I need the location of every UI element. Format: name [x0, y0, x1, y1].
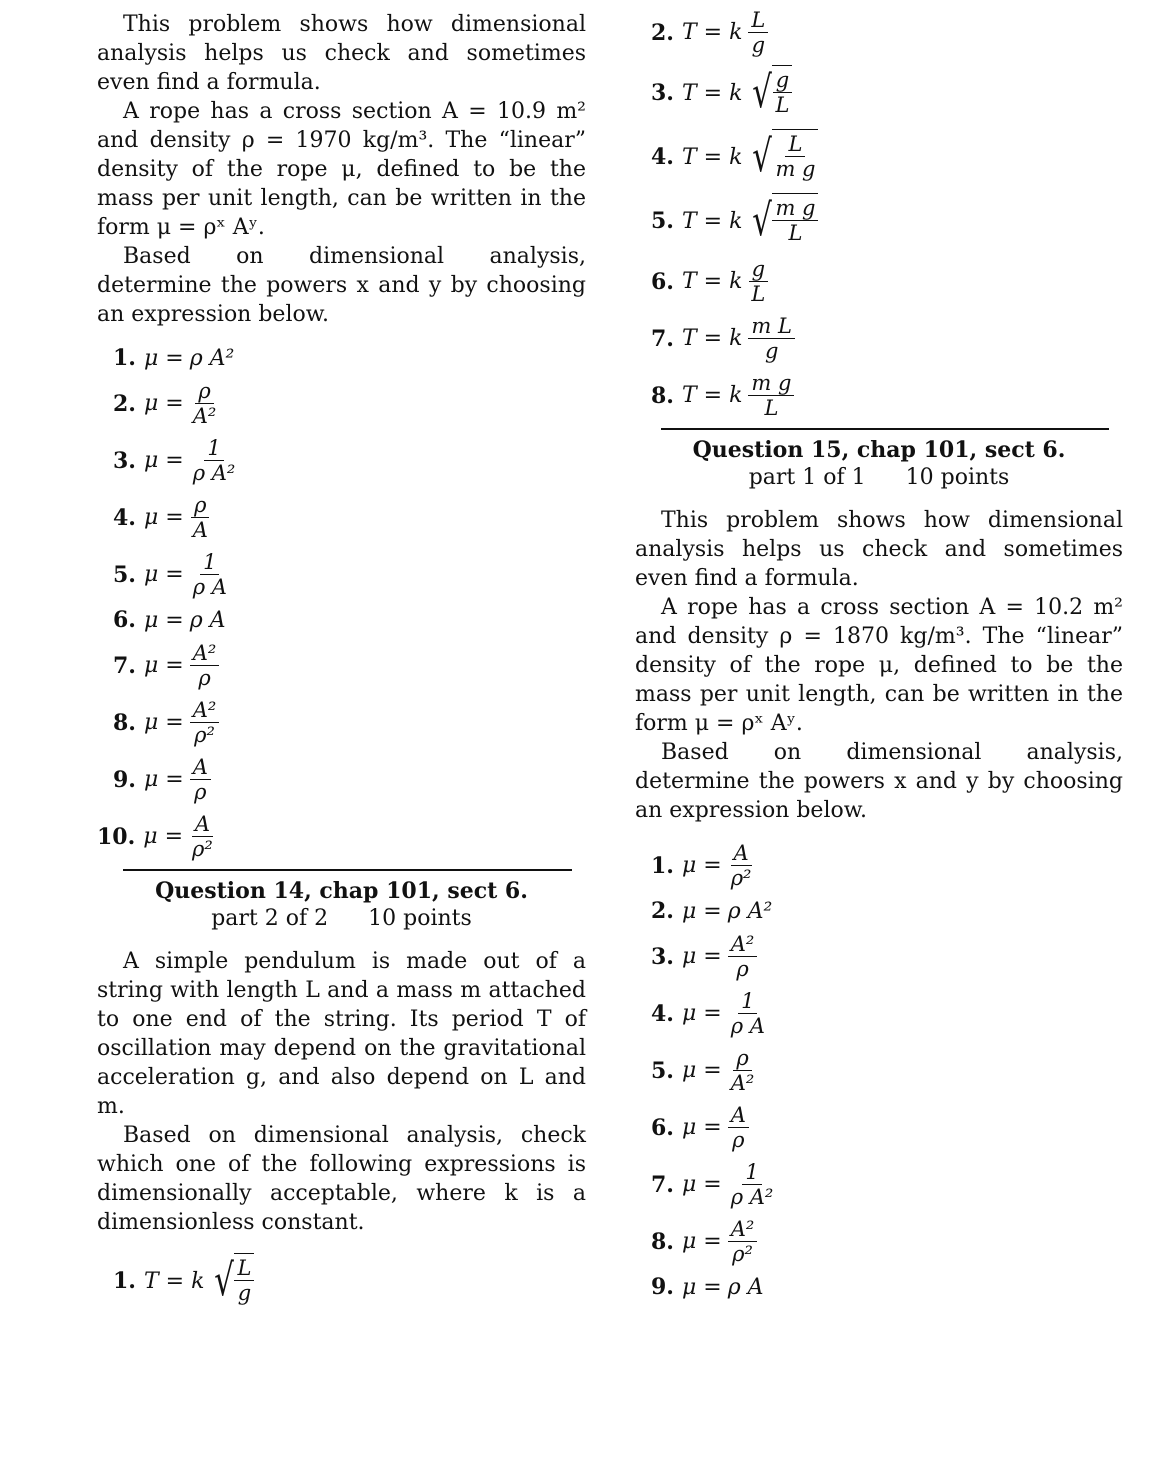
- answer-option[interactable]: 6. μ = ρ A: [113, 607, 226, 633]
- answer-option[interactable]: 1. T = k √ $\frac{L}{g}$: [113, 1253, 586, 1309]
- answer-option[interactable]: 2. T = k $\frac{L}{g}$: [651, 8, 1123, 57]
- intro-paragraph: This problem shows how dimensional analysis helps us check and sometimes even find a formula.: [97, 12, 586, 95]
- answer-option[interactable]: 6. μ = $\frac{A}{\rho}$: [651, 1103, 1123, 1152]
- answer-option[interactable]: 2. μ = ρ A²: [651, 898, 773, 924]
- sqrt-icon: √: [214, 1255, 235, 1306]
- answer-option[interactable]: 1. μ = ρ A²: [113, 345, 235, 371]
- answer-option[interactable]: 8. μ = $\frac{\text{A²}}{\text{ρ²}}$: [651, 1217, 1123, 1266]
- rope-paragraph: A rope has a cross section A = 10.2 m² and density ρ = 1870 kg/m³. The “linear” density of the rope μ, defined to be the mass per unit length, can be written in the form μ = ρˣ Aʸ.: [635, 595, 1123, 736]
- question-paragraph: Based on dimensional analysis, determine the powers x and y by choosing an expression below.: [635, 740, 1123, 823]
- intro-paragraph: This problem shows how dimensional analysis helps us check and sometimes even find a formula.: [635, 508, 1123, 591]
- answer-option[interactable]: 3. μ = $\frac{\text{A²}}{\rho}$: [651, 932, 1123, 981]
- mu-option-list: [635, 841, 1123, 1300]
- answer-option[interactable]: 2. μ = $\frac{\rho}{\text{A²}}$: [113, 379, 217, 428]
- divider: [123, 869, 572, 871]
- left-column: [97, 10, 586, 1309]
- divider: [661, 428, 1109, 430]
- answer-option[interactable]: 6. T = k $\frac{g}{L}$: [651, 257, 1123, 306]
- answer-option[interactable]: 4. T = k √ $\frac{L}{\text{m g}}$: [651, 129, 1123, 185]
- answer-option[interactable]: 3. μ = $\frac{1}{\text{ρ A²}}$: [113, 436, 236, 485]
- answer-option[interactable]: 4. μ = $\frac{\rho}{A}$: [113, 493, 208, 542]
- answer-option[interactable]: 1. μ = $\frac{A}{\text{ρ²}}$: [651, 841, 752, 890]
- answer-option[interactable]: 8. T = k $\frac{\text{m g}}{L}$: [651, 371, 1123, 420]
- right-column: [635, 8, 1123, 1300]
- question-14-title: Question 14, chap 101, sect 6.: [155, 878, 528, 904]
- question-paragraph: Based on dimensional analysis, determine the powers x and y by choosing an expression below.: [97, 244, 586, 327]
- rope-paragraph: A rope has a cross section A = 10.9 m² and density ρ = 1970 kg/m³. The “linear” density of the rope μ, defined to be the mass per unit length, can be written in the form μ = ρˣ Aʸ.: [97, 99, 586, 240]
- answer-option[interactable]: 9. μ = ρ A: [651, 1274, 764, 1300]
- answer-option[interactable]: 10. μ = $\frac{A}{\text{ρ²}}$: [97, 812, 213, 861]
- mu-option-list: [97, 345, 586, 861]
- answer-option[interactable]: 5. μ = $\frac{\rho}{\text{A²}}$: [651, 1046, 755, 1095]
- question-15-meta: part 1 of 1 10 points: [748, 465, 1010, 490]
- answer-option[interactable]: 9. μ = $\frac{A}{\rho}$: [113, 755, 586, 804]
- answer-option[interactable]: 7. μ = $\frac{1}{\text{ρ A²}}$: [651, 1160, 774, 1209]
- period-option-list: [635, 8, 1123, 420]
- answer-option[interactable]: 7. T = k $\frac{\text{m L}}{g}$: [651, 314, 1123, 363]
- sqrt-icon: √: [752, 67, 773, 118]
- sqrt-icon: √: [752, 131, 773, 182]
- answer-option[interactable]: 3. T = k √ $\frac{g}{L}$: [651, 65, 1123, 121]
- sqrt-icon: √: [752, 195, 773, 246]
- question-15-title: Question 15, chap 101, sect 6.: [692, 437, 1066, 463]
- answer-option[interactable]: 4. μ = $\frac{1}{\text{ρ A}}$: [651, 989, 765, 1038]
- answer-option[interactable]: 7. μ = $\frac{\text{A²}}{\rho}$: [113, 641, 586, 690]
- answer-option[interactable]: 5. μ = $\frac{1}{\text{ρ A}}$: [113, 550, 227, 599]
- pendulum-question: Based on dimensional analysis, check which one of the following expressions is dimensionally acceptable, where k is a dimensionless constant.: [97, 1123, 586, 1235]
- answer-option[interactable]: 8. μ = $\frac{\text{A²}}{\text{ρ²}}$: [113, 698, 586, 747]
- question-14-meta: part 2 of 2 10 points: [211, 906, 472, 931]
- answer-option[interactable]: 5. T = k √ $\frac{\text{m g}}{L}$: [651, 193, 1123, 249]
- pendulum-paragraph: A simple pendulum is made out of a string with length L and a mass m attached to one end of the string. Its period T of oscillation may depend on the gravitational acceleration g, and also depend on L and m.: [97, 949, 586, 1119]
